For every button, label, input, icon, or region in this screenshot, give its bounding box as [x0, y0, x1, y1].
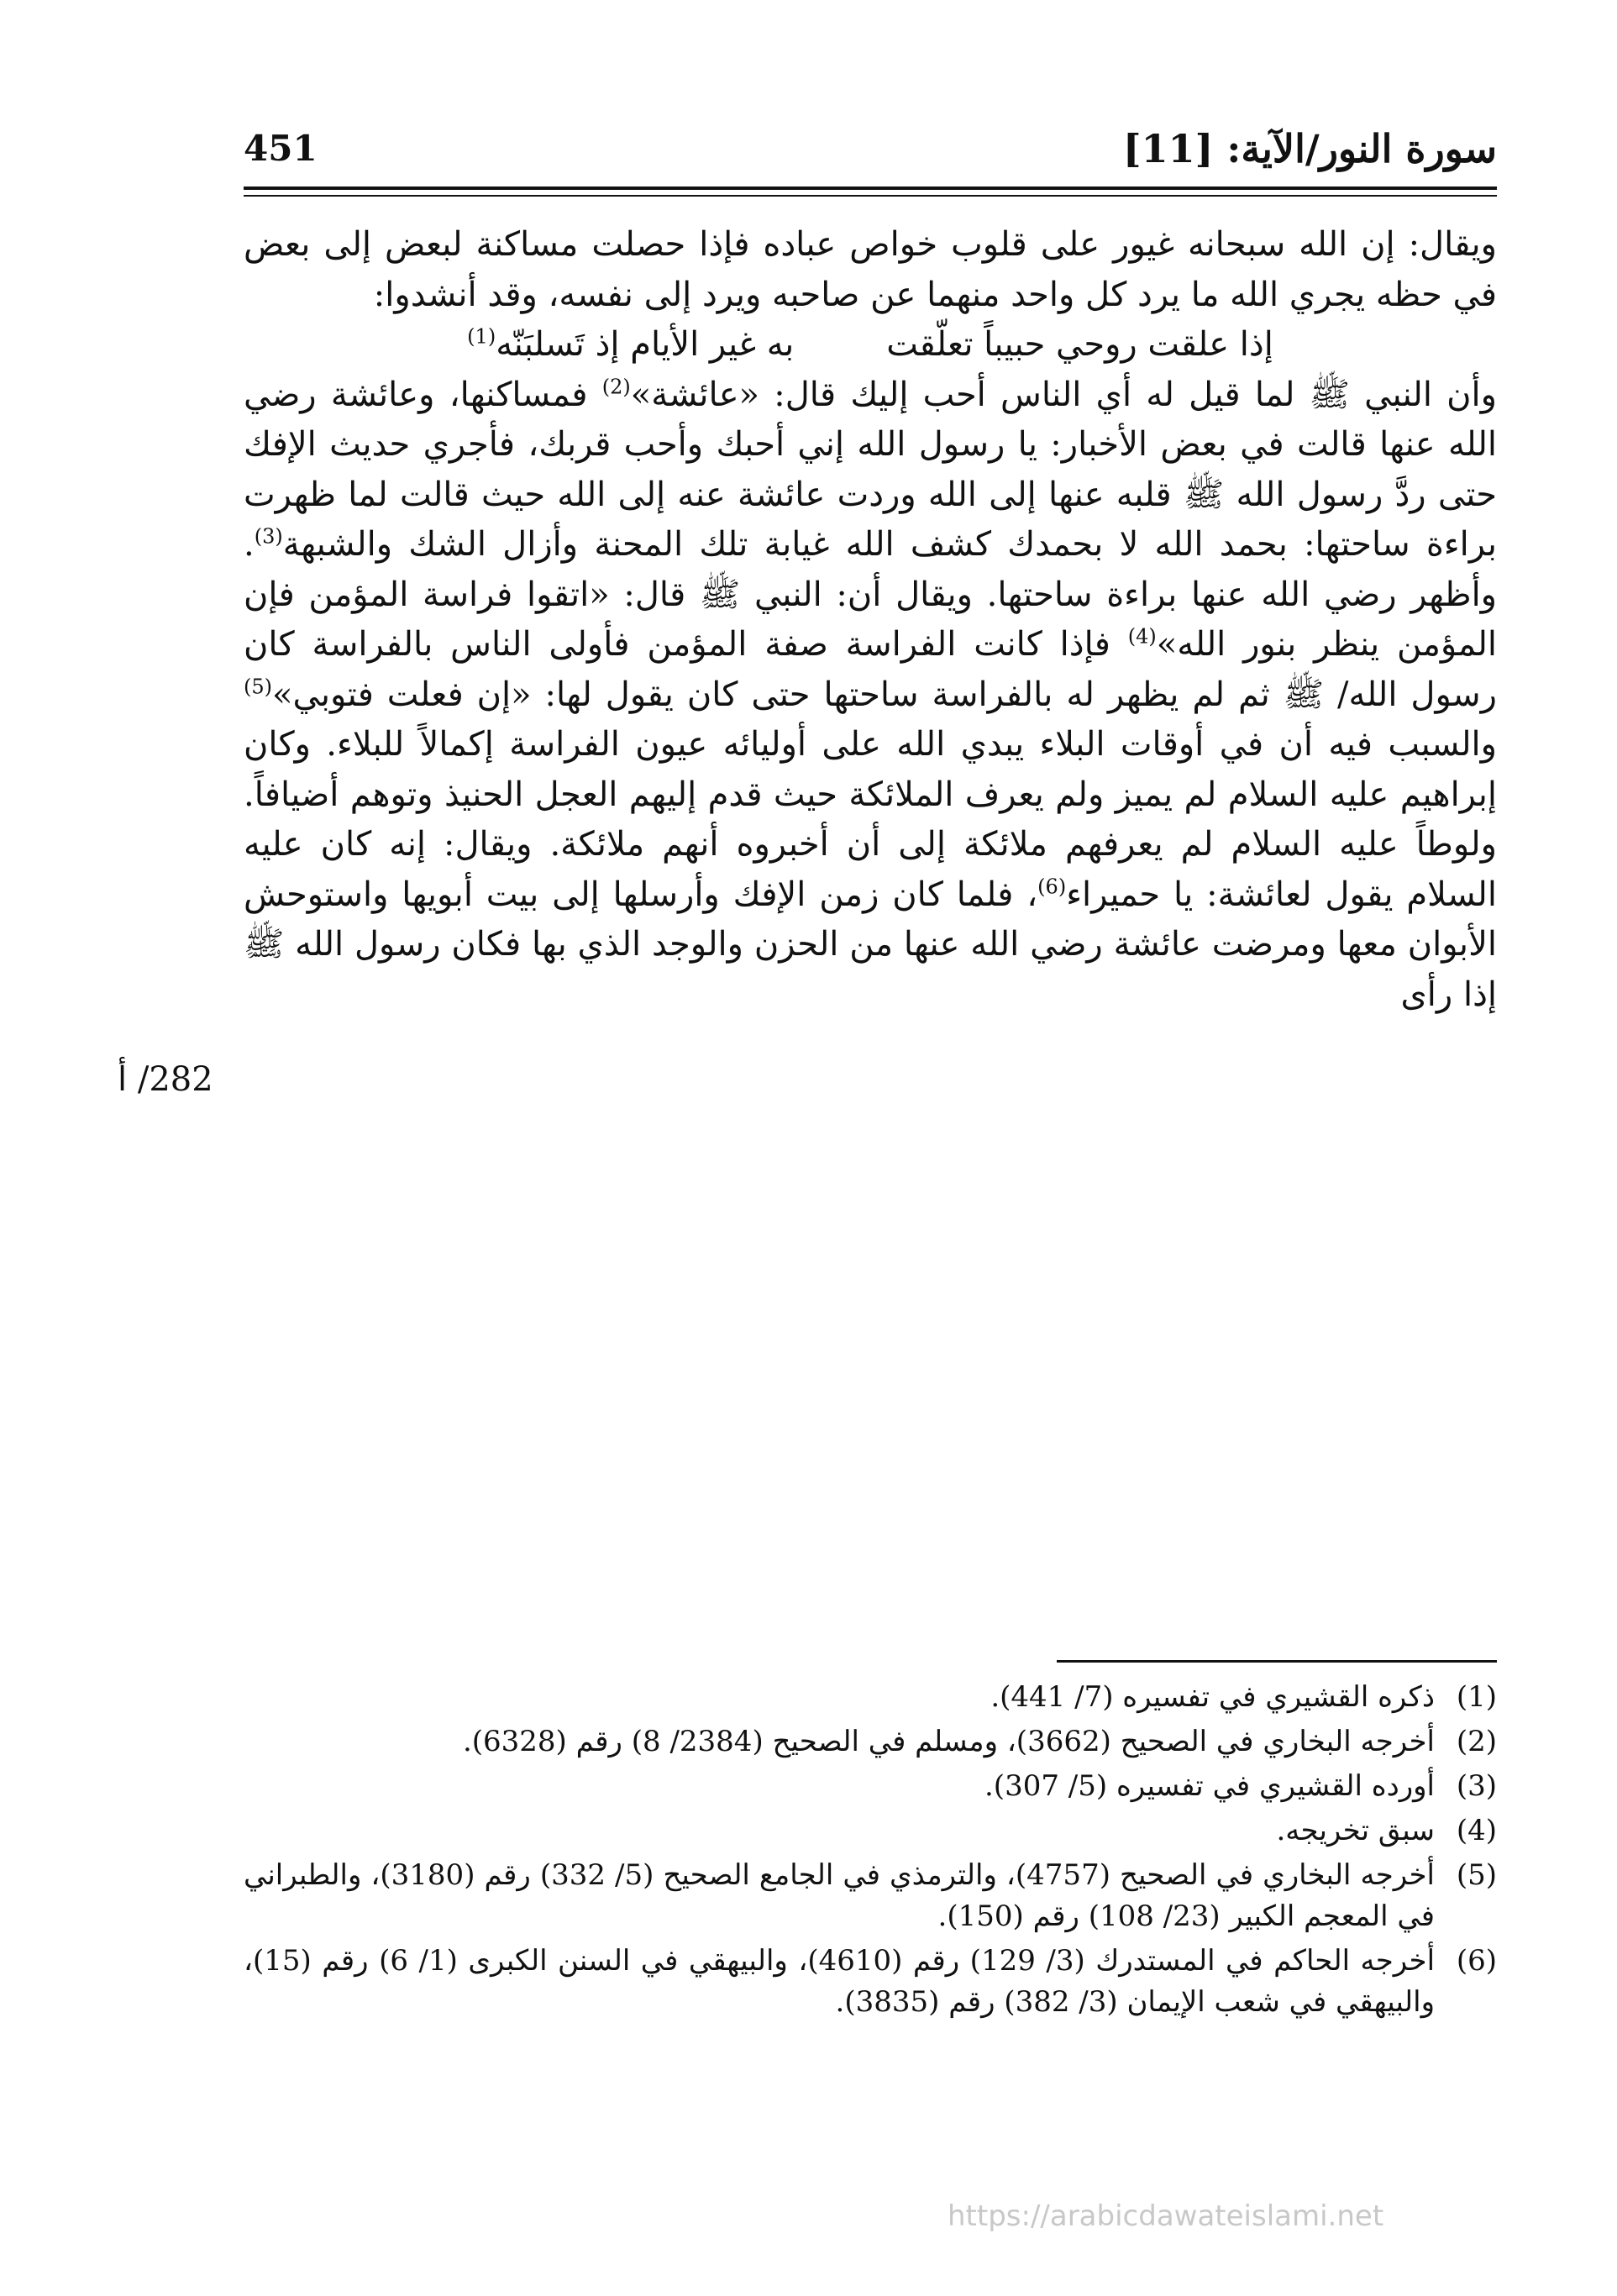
main-text — [244, 220, 1497, 1020]
footnotes — [244, 1677, 1497, 2026]
footnote-ref: (2) — [601, 375, 631, 399]
manuscript-folio-note: 282/ أ — [118, 1060, 213, 1099]
footnote-text: أخرجه الحاكم في المستدرك (3/ 129) رقم (4610)، والبيهقي في السنن الكبرى (1/ 6) رقم (15)، والبيهقي في شعب الإيمان (3/ 382) رقم (3835). — [244, 1944, 1436, 2019]
footnote-ref: (4) — [1127, 624, 1157, 649]
paragraph-1: ويقال: إن الله سبحانه غيور على قلوب خواص عباده فإذا حصلت مساكنة لبعض إلى بعض في حظه يجري الله ما يرد كل واحد منهما عن صاحبه ويرد إلى نفسه، وقد أنشدوا: — [244, 225, 1497, 314]
footnote-3 — [244, 1766, 1497, 1807]
footnote-number: (4) — [1456, 1814, 1497, 1847]
footnote-number: (2) — [1456, 1725, 1497, 1758]
text-run: فإذا كانت الفراسة صفة المؤمن فأولى الناس بالفراسة كان رسول الله/ ﷺ ثم لم يظهر له بالفراسة ساحتها حتى كان يقول لها: «إن فعلت فتوبي» — [244, 625, 1497, 714]
footnote-text: سبق تخريجه. — [1276, 1814, 1435, 1847]
footnote-4 — [244, 1810, 1497, 1852]
page-header — [244, 126, 1497, 185]
footnote-2 — [244, 1721, 1497, 1763]
watermark-url: https://arabicdawateislami.net — [948, 2199, 1384, 2233]
footnote-ref: (6) — [1037, 875, 1067, 899]
footnote-number: (3) — [1456, 1769, 1497, 1803]
header-rule-thin — [244, 195, 1497, 197]
text-run: . وأظهر رضي الله عنها براءة ساحتها. ويقال أن: النبي ﷺ قال: «اتقوا فراسة المؤمن فإن المؤمن ينظر بنور الله» — [244, 525, 1497, 664]
footnote-5 — [244, 1855, 1497, 1937]
text-run: فمساكنها، وعائشة رضي الله عنها قالت في بعض الأخبار: يا رسول الله إني أحبك وأحب قربك، فأجري حديث الإفك حتى ردَّ رسول الله ﷺ قلبه عنها إلى الله وردت عائشة عنه إلى الله حيث قالت لما ظهرت براءة ساحتها: بحمد الله لا بحمدك كشف الله غيابة تلك المحنة وأزال الشك والشبهة — [244, 375, 1497, 564]
header-rule-thick — [244, 187, 1497, 190]
verse-hemistich-2: به غير الأيام إذ تَسلبَنّه — [496, 325, 795, 364]
paragraph-2 — [244, 370, 1497, 1021]
poetry-verse — [244, 320, 1497, 370]
verse-hemistich-1: إذا علقت روحي حبيباً تعلّقت — [886, 325, 1273, 364]
footnote-text: ذكره القشيري في تفسيره (7/ 441). — [990, 1680, 1435, 1714]
footnote-text: أخرجه البخاري في الصحيح (4757)، والترمذي في الجامع الصحيح (5/ 332) رقم (3180)، والطبراني في المعجم الكبير (23/ 108) رقم (150). — [244, 1858, 1436, 1933]
page-number: 451 — [244, 128, 318, 169]
footnote-number: (5) — [1456, 1858, 1497, 1892]
text-run: وأن النبي ﷺ لما قيل له أي الناس أحب إليك قال: «عائشة» — [630, 375, 1497, 414]
footnote-number: (1) — [1456, 1680, 1497, 1714]
text-run: ، فلما كان زمن الإفك وأرسلها إلى بيت أبويها واستوحش الأبوان معها ومرضت عائشة رضي الله عنها من الحزن والوجد الذي بها فكان رسول الله ﷺ إذا رأى — [244, 875, 1497, 1014]
footnote-ref: (3) — [254, 524, 283, 549]
text-run: والسبب فيه أن في أوقات البلاء يبدي الله على أوليائه عيون الفراسة إكمالاً للبلاء. وكان إبراهيم عليه السلام لم يميز ولم يعرف الملائكة حيث قدم إليهم العجل الحنيذ وتوهم أضيافاً. ولوطاً عليه السلام لم يعرفهم ملائكة إلى أن أخبروه أنهم ملائكة. ويقال: إنه كان عليه السلام يقول لعائشة: يا حميراء — [244, 725, 1497, 914]
footnote-1 — [244, 1677, 1497, 1718]
footnote-ref: (1) — [467, 324, 496, 349]
footnote-number: (6) — [1456, 1944, 1497, 1978]
footnote-ref: (5) — [244, 675, 273, 699]
footnote-text: أخرجه البخاري في الصحيح (3662)، ومسلم في الصحيح (2384/ 8) رقم (6328). — [462, 1725, 1435, 1758]
running-title: سورة النور/الآية: [11] — [1122, 126, 1497, 171]
footnote-text: أورده القشيري في تفسيره (5/ 307). — [984, 1769, 1435, 1803]
footnote-separator — [1057, 1660, 1497, 1663]
footnote-6 — [244, 1941, 1497, 2023]
